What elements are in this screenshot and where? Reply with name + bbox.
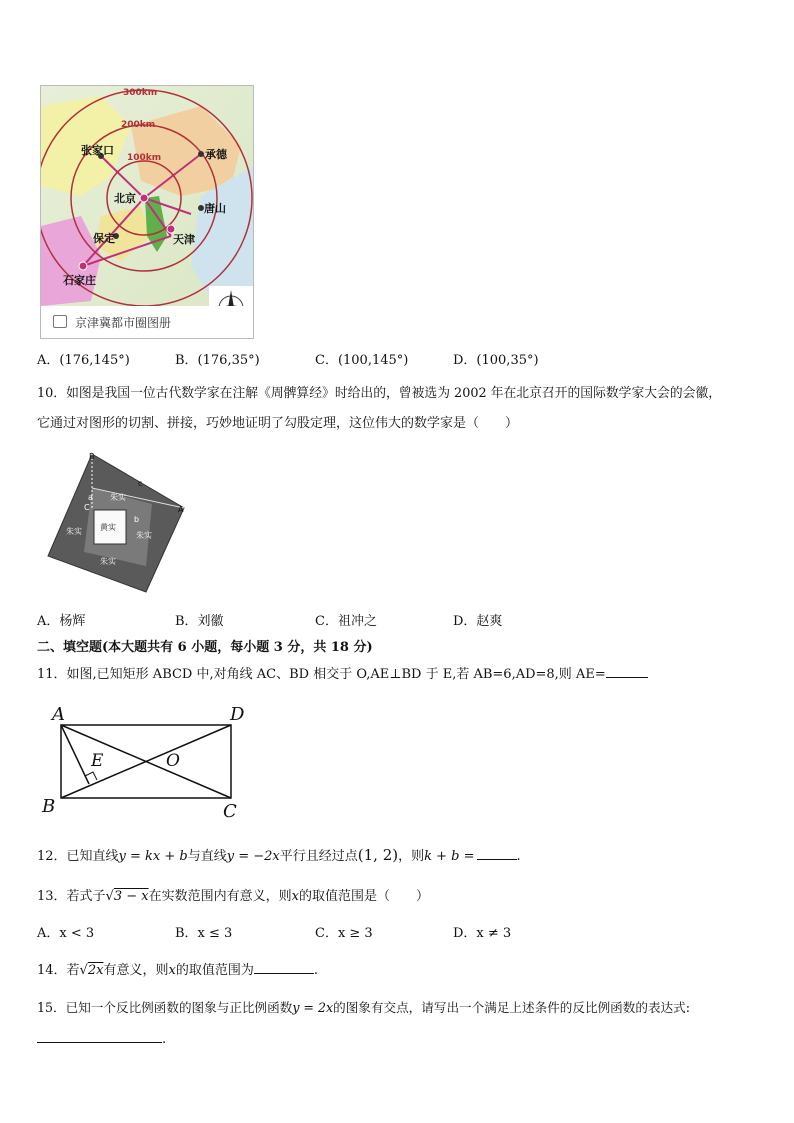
side-a-label: a (88, 493, 93, 502)
vertex-b-label: B (89, 452, 95, 461)
label-b: B (42, 796, 56, 817)
q13-sqrt: √3 − x (105, 889, 149, 904)
side-b-label: b (134, 515, 140, 524)
q10-text-line1: 10．如图是我国一位古代数学家在注解《周髀算经》时给出的，曾被选为 2002 年在北京召开的国际数学家大会的会徽， (37, 386, 722, 401)
q15-text (37, 999, 690, 1017)
label-a: A (52, 704, 65, 725)
q14-suffix: 的取值范围为 (175, 963, 254, 978)
q13-option-a: A．x < 3 (37, 926, 95, 941)
vertex-c-label: C (84, 503, 90, 512)
q11-answer-blank (606, 665, 648, 678)
map-caption-bar (41, 306, 253, 338)
q14-answer-blank (254, 961, 314, 974)
q12-mid: 与直线 (187, 849, 227, 864)
city-dot-shijiazhuang (79, 262, 87, 270)
city-dot-chengde (198, 151, 204, 157)
city-label-shijiazhuang: 石家庄 (63, 274, 96, 287)
q10-option-c: C．祖冲之 (315, 614, 377, 629)
zhu-label-right: 朱实 (136, 531, 152, 540)
q12-point: (1, 2) (357, 846, 399, 864)
q14-text (37, 961, 318, 980)
ring-label-200: 200km (121, 120, 156, 130)
q12-mid3: ，则 (398, 849, 425, 864)
section-2-title: 二、填空题(本大题共有 6 小题，每小题 3 分，共 18 分) (37, 640, 373, 655)
label-e: E (91, 751, 104, 771)
map-caption: 京津冀都市圈图册 (75, 316, 172, 330)
q14-var: x (168, 963, 176, 978)
q13-var: x (291, 889, 299, 904)
city-label-tangshan: 唐山 (204, 202, 226, 215)
q14-mid: 有意义，则 (103, 963, 169, 978)
q15-end: . (162, 1032, 167, 1047)
q12-line1: y = kx + b (118, 849, 188, 864)
label-c: C (223, 801, 237, 822)
q11-text (37, 665, 648, 684)
label-o: O (166, 751, 180, 771)
q15-answer-line (37, 1030, 166, 1049)
q9-option-a: A．(176,145°) (37, 353, 130, 368)
q11-question: 11．如图,已知矩形 ABCD 中,对角线 AC、BD 相交于 O,AE⊥BD 于 E,若 AB=6,AD=8,则 AE= (37, 667, 606, 682)
city-label-baoding: 保定 (93, 232, 115, 245)
zhu-label-top: 朱实 (110, 493, 126, 502)
q9-option-b: B．(176,35°) (175, 353, 260, 368)
q13-radicand: 3 − x (113, 889, 149, 904)
ring-label-100: 100km (127, 153, 162, 163)
q12-text (37, 846, 521, 866)
side-c-label: c (138, 479, 143, 488)
q13-option-b: B．x ≤ 3 (175, 926, 233, 941)
city-label-beijing: 北京 (114, 192, 136, 205)
q9-option-d: D．(100,35°) (453, 353, 539, 368)
city-label-zhangjiakou: 张家口 (81, 144, 114, 157)
q9-option-c: C．(100,145°) (315, 353, 409, 368)
q14-sqrt: √2x (79, 963, 104, 978)
q12-line2: y = −2x (226, 849, 280, 864)
city-dot-tianjin (167, 225, 175, 233)
ring-label-300: 300km (123, 88, 158, 98)
q13-option-d: D．x ≠ 3 (453, 926, 512, 941)
map-figure (40, 85, 254, 339)
zhu-label-left: 朱实 (66, 527, 82, 536)
zhao-shuang-diagram (42, 448, 192, 594)
q10-option-d: D．赵爽 (453, 614, 503, 629)
city-label-chengde: 承德 (205, 148, 227, 161)
q10-figure (42, 448, 192, 594)
vertex-a-label: A (178, 505, 184, 514)
q15-func: y = 2x (292, 1000, 334, 1015)
zhu-label-bottom: 朱实 (100, 557, 116, 566)
city-dot-beijing (140, 194, 148, 202)
q10-option-a: A．杨辉 (37, 614, 86, 629)
q13-mid: 在实数范围内有意义，则 (148, 889, 292, 904)
q13-prefix: 13．若式子 (37, 889, 106, 904)
q12-answer-blank (477, 847, 517, 860)
q13-option-c: C．x ≥ 3 (315, 926, 373, 941)
gallery-icon (53, 315, 67, 328)
q12-suffix: . (516, 849, 521, 864)
q14-end: . (313, 963, 318, 978)
q11-figure (40, 700, 255, 825)
rectangle-diagram (40, 700, 255, 825)
q15-answer-blank (37, 1030, 162, 1043)
q15-suffix: 的图象有交点，请写出一个满足上述条件的反比例函数的表达式: (333, 1000, 690, 1015)
q15-prefix: 15．已知一个反比例函数的图象与正比例函数 (37, 1000, 293, 1015)
q12-mid2: 平行且经过点 (279, 849, 358, 864)
q13-text (37, 888, 429, 906)
label-d: D (230, 704, 245, 725)
city-label-tianjin: 天津 (173, 233, 195, 246)
segment-ae (61, 725, 89, 784)
q10-option-b: B．刘徽 (175, 614, 224, 629)
map-svg (41, 86, 253, 338)
q13-suffix: 的取值范围是（ ） (298, 889, 429, 904)
huang-label: 黄实 (100, 523, 116, 532)
q14-prefix: 14．若 (37, 963, 80, 978)
q10-text-line2: 它通过对图形的切割、拼接，巧妙地证明了勾股定理，这位伟大的数学家是（ ） (37, 416, 519, 431)
q12-prefix: 12．已知直线 (37, 849, 119, 864)
q12-expr: k + b = (424, 849, 475, 864)
q14-radicand: 2x (87, 963, 104, 978)
